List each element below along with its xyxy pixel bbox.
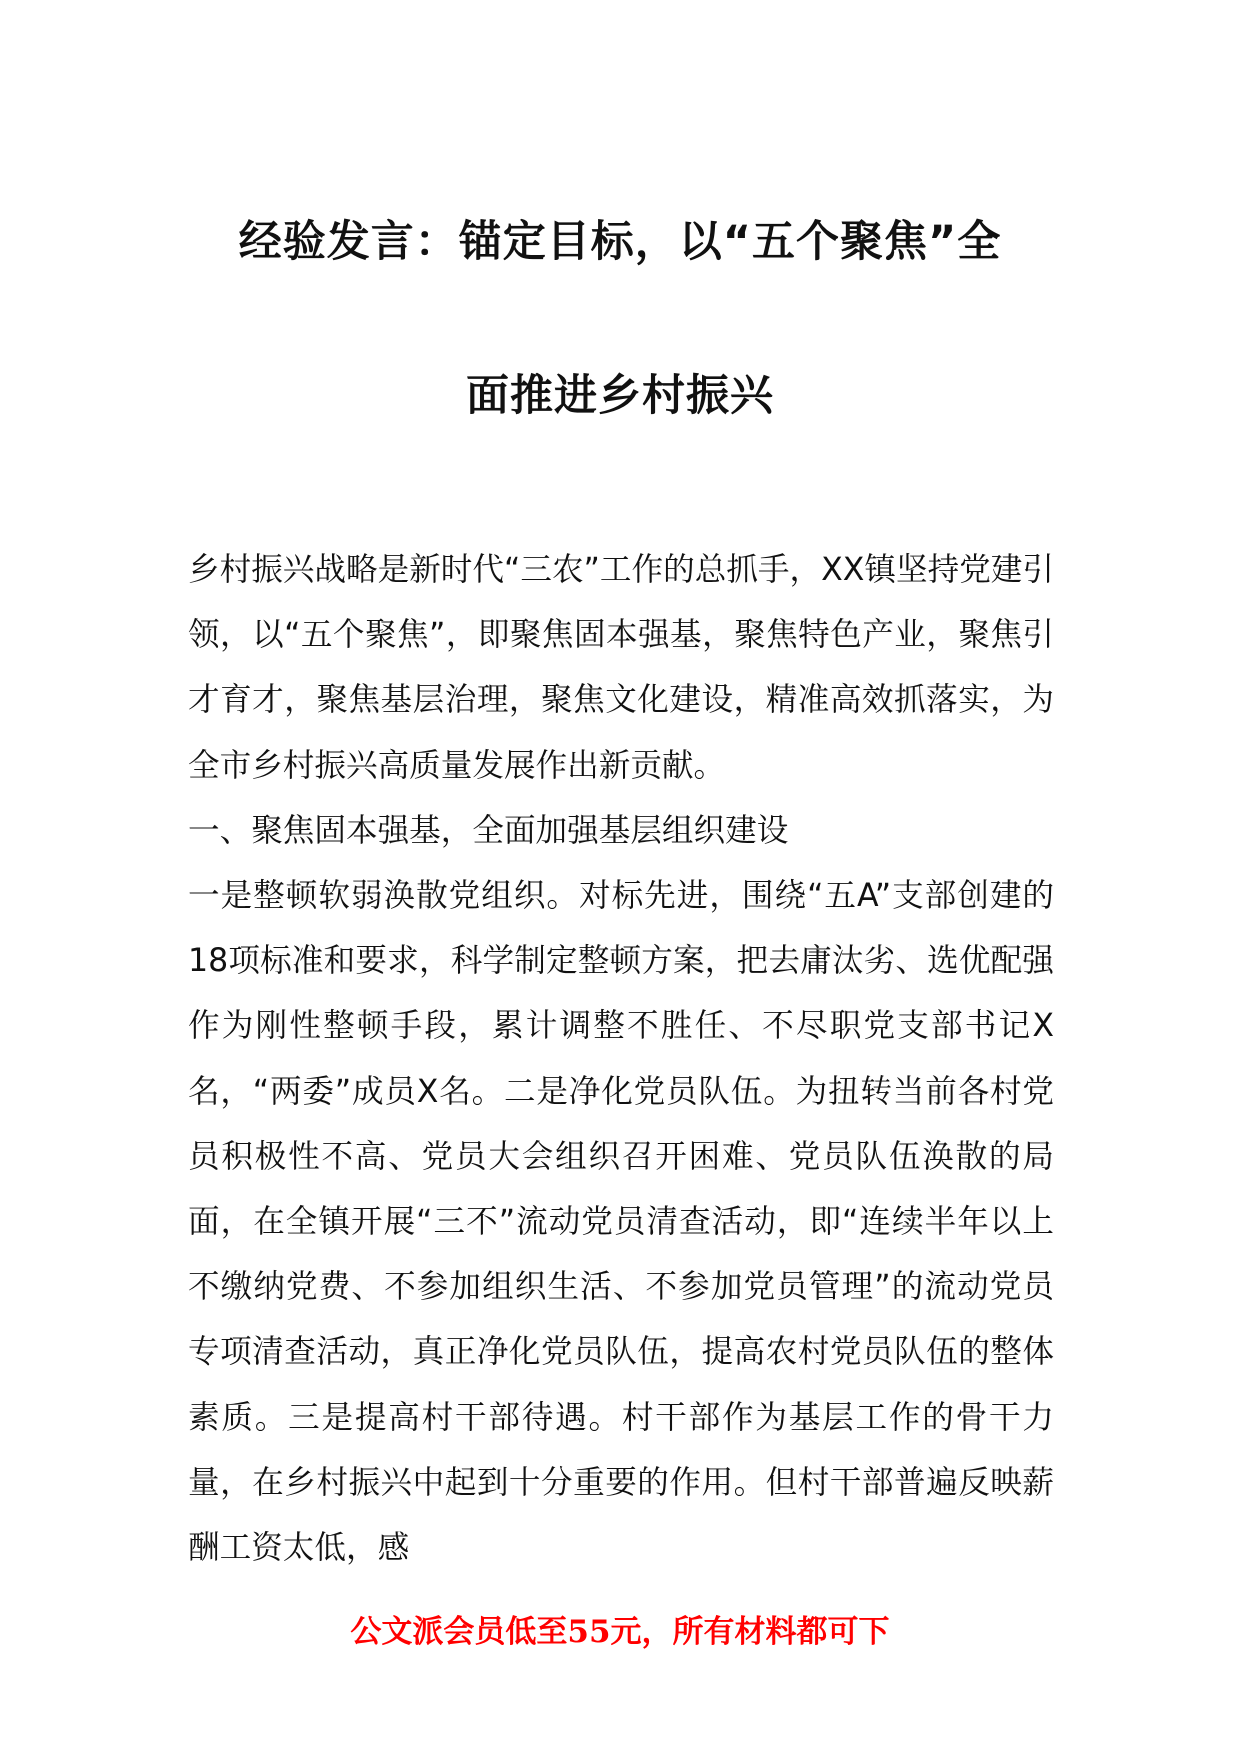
- section-heading-1: 一、聚焦固本强基，全面加强基层组织建设: [188, 812, 789, 849]
- promo-footer-note: 公文派会员低至55元，所有材料都可下: [350, 1614, 890, 1650]
- body-paragraph: 一是整顿软弱涣散党组织。对标先进，围绕“五A”支部创建的18项标准和要求，科学制定整顿方案，把去庸汰劣、选优配强作为刚性整顿手段，累计调整不胜任、不尽职党支部书记X名，“两委”成员X名。二是净化党员队伍。为扭转当前各村党员积极性不高、党员大会组织召开困难、党员队伍涣散的局面，在全镇开展“三不”流动党员清查活动，即“连续半年以上不缴纳党费、不参加组织生活、不参加党员管理”的流动党员专项清查活动，真正净化党员队伍，提高农村党员队伍的整体素质。三是提高村干部待遇。村干部作为基层工作的骨干力量，在乡村振兴中起到十分重要的作用。但村干部普遍反映薪酬工资太低，感: [188, 878, 1054, 1567]
- document-title-line-1: 经验发言：锚定目标，以“五个聚焦”全: [238, 217, 1002, 267]
- document-title-line-2: 面推进乡村振兴: [466, 371, 774, 421]
- document-body: [188, 538, 1054, 1581]
- intro-paragraph: 乡村振兴战略是新时代“三农”工作的总抓手，XX镇坚持党建引领，以“五个聚焦”，即聚焦固本强基，聚焦特色产业，聚焦引才育才，聚焦基层治理，聚焦文化建设，精准高效抓落实，为全市乡村振兴高质量发展作出新贡献。: [188, 552, 1054, 784]
